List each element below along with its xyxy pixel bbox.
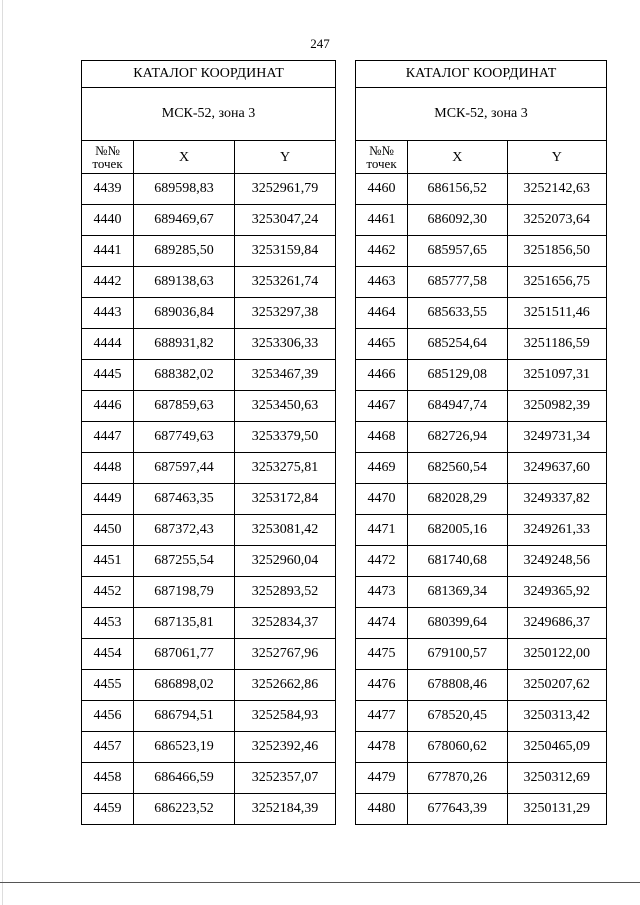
table-row: [82, 577, 336, 608]
table-row: [356, 794, 607, 825]
point-number-cell: 4450: [82, 515, 134, 546]
y-coordinate-cell: 3252357,07: [235, 763, 336, 794]
x-coordinate-cell: 689138,63: [134, 267, 235, 298]
point-number-cell: 4454: [82, 639, 134, 670]
x-coordinate-cell: 681369,34: [408, 577, 508, 608]
catalog-title: КАТАЛОГ КООРДИНАТ: [356, 61, 607, 88]
point-number-cell: 4452: [82, 577, 134, 608]
x-coordinate-cell: 677643,39: [408, 794, 508, 825]
left-table-body: [82, 174, 336, 825]
y-coordinate-cell: 3253261,74: [235, 267, 336, 298]
y-coordinate-cell: 3249365,92: [507, 577, 607, 608]
y-coordinate-cell: 3253297,38: [235, 298, 336, 329]
scan-edge-line: [2, 0, 3, 905]
table-row: [356, 236, 607, 267]
point-header-line2: точек: [92, 156, 123, 171]
y-coordinate-cell: 3252662,86: [235, 670, 336, 701]
table-row: [82, 453, 336, 484]
page-bottom-rule: [0, 882, 640, 883]
point-number-cell: 4440: [82, 205, 134, 236]
table-row: [356, 639, 607, 670]
point-number-cell: 4466: [356, 360, 408, 391]
coordinate-catalog-right: [355, 60, 607, 825]
table-row: [82, 608, 336, 639]
table-row: [82, 546, 336, 577]
table-row: [82, 329, 336, 360]
table-row: [356, 732, 607, 763]
table-row: [82, 794, 336, 825]
point-number-cell: 4456: [82, 701, 134, 732]
y-coordinate-cell: 3251656,75: [507, 267, 607, 298]
x-coordinate-cell: 686794,51: [134, 701, 235, 732]
table-row: [82, 236, 336, 267]
y-coordinate-cell: 3253467,39: [235, 360, 336, 391]
table-row: [356, 453, 607, 484]
y-coordinate-cell: 3253159,84: [235, 236, 336, 267]
x-coordinate-cell: 687597,44: [134, 453, 235, 484]
table-row: [356, 608, 607, 639]
y-coordinate-cell: 3250465,09: [507, 732, 607, 763]
table-row: [82, 205, 336, 236]
table-row: [356, 205, 607, 236]
x-coordinate-cell: 688382,02: [134, 360, 235, 391]
point-number-cell: 4471: [356, 515, 408, 546]
x-coordinate-cell: 682028,29: [408, 484, 508, 515]
y-coordinate-cell: 3249731,34: [507, 422, 607, 453]
table-row: [356, 391, 607, 422]
y-coordinate-cell: 3251097,31: [507, 360, 607, 391]
point-number-cell: 4448: [82, 453, 134, 484]
point-number-cell: 4477: [356, 701, 408, 732]
point-number-cell: 4463: [356, 267, 408, 298]
point-number-cell: 4475: [356, 639, 408, 670]
x-coordinate-cell: 682005,16: [408, 515, 508, 546]
y-coordinate-cell: 3251511,46: [507, 298, 607, 329]
table-row: [82, 484, 336, 515]
x-coordinate-cell: 687198,79: [134, 577, 235, 608]
x-coordinate-cell: 687061,77: [134, 639, 235, 670]
y-coordinate-cell: 3250122,00: [507, 639, 607, 670]
x-coordinate-cell: 685777,58: [408, 267, 508, 298]
x-coordinate-cell: 687749,63: [134, 422, 235, 453]
point-number-cell: 4474: [356, 608, 408, 639]
y-coordinate-cell: 3252392,46: [235, 732, 336, 763]
column-header-point: [356, 141, 408, 174]
x-coordinate-cell: 679100,57: [408, 639, 508, 670]
point-number-cell: 4478: [356, 732, 408, 763]
y-coordinate-cell: 3252834,37: [235, 608, 336, 639]
table-row: [356, 298, 607, 329]
x-coordinate-cell: 689036,84: [134, 298, 235, 329]
y-coordinate-cell: 3250131,29: [507, 794, 607, 825]
table-row: [82, 670, 336, 701]
y-coordinate-cell: 3252767,96: [235, 639, 336, 670]
x-coordinate-cell: 677870,26: [408, 763, 508, 794]
x-coordinate-cell: 685633,55: [408, 298, 508, 329]
table-row: [356, 360, 607, 391]
table-row: [82, 732, 336, 763]
column-header-y: Y: [235, 141, 336, 174]
column-header-y: Y: [507, 141, 607, 174]
x-coordinate-cell: 681740,68: [408, 546, 508, 577]
point-number-cell: 4465: [356, 329, 408, 360]
table-row: [356, 546, 607, 577]
point-number-cell: 4480: [356, 794, 408, 825]
x-coordinate-cell: 686523,19: [134, 732, 235, 763]
y-coordinate-cell: 3250313,42: [507, 701, 607, 732]
point-number-cell: 4442: [82, 267, 134, 298]
point-number-cell: 4446: [82, 391, 134, 422]
y-coordinate-cell: 3250312,69: [507, 763, 607, 794]
table-row: [356, 763, 607, 794]
x-coordinate-cell: 678808,46: [408, 670, 508, 701]
table-row: [356, 701, 607, 732]
coordinate-system: МСК-52, зона 3: [82, 88, 336, 141]
table-row: [82, 639, 336, 670]
x-coordinate-cell: 678060,62: [408, 732, 508, 763]
table-row: [356, 670, 607, 701]
x-coordinate-cell: 685957,65: [408, 236, 508, 267]
y-coordinate-cell: 3252142,63: [507, 174, 607, 205]
y-coordinate-cell: 3250207,62: [507, 670, 607, 701]
column-header-x: X: [134, 141, 235, 174]
point-number-cell: 4472: [356, 546, 408, 577]
point-header-line1: №№: [95, 143, 120, 158]
y-coordinate-cell: 3252893,52: [235, 577, 336, 608]
x-coordinate-cell: 684947,74: [408, 391, 508, 422]
table-row: [356, 329, 607, 360]
y-coordinate-cell: 3253306,33: [235, 329, 336, 360]
x-coordinate-cell: 682560,54: [408, 453, 508, 484]
point-number-cell: 4445: [82, 360, 134, 391]
table-row: [82, 267, 336, 298]
point-number-cell: 4460: [356, 174, 408, 205]
x-coordinate-cell: 689598,83: [134, 174, 235, 205]
point-number-cell: 4455: [82, 670, 134, 701]
point-number-cell: 4469: [356, 453, 408, 484]
table-row: [82, 763, 336, 794]
table-row: [82, 701, 336, 732]
x-coordinate-cell: 687859,63: [134, 391, 235, 422]
x-coordinate-cell: 685129,08: [408, 360, 508, 391]
y-coordinate-cell: 3252960,04: [235, 546, 336, 577]
x-coordinate-cell: 682726,94: [408, 422, 508, 453]
point-number-cell: 4441: [82, 236, 134, 267]
y-coordinate-cell: 3249337,82: [507, 484, 607, 515]
point-number-cell: 4470: [356, 484, 408, 515]
y-coordinate-cell: 3252961,79: [235, 174, 336, 205]
x-coordinate-cell: 686223,52: [134, 794, 235, 825]
point-header-line2: точек: [366, 156, 397, 171]
x-coordinate-cell: 678520,45: [408, 701, 508, 732]
point-number-cell: 4444: [82, 329, 134, 360]
table-row: [356, 484, 607, 515]
coordinate-system: МСК-52, зона 3: [356, 88, 607, 141]
table-row: [356, 267, 607, 298]
column-header-point: [82, 141, 134, 174]
point-number-cell: 4453: [82, 608, 134, 639]
point-number-cell: 4451: [82, 546, 134, 577]
table-row: [356, 577, 607, 608]
table-row: [82, 174, 336, 205]
y-coordinate-cell: 3252184,39: [235, 794, 336, 825]
y-coordinate-cell: 3249637,60: [507, 453, 607, 484]
catalog-title: КАТАЛОГ КООРДИНАТ: [82, 61, 336, 88]
x-coordinate-cell: 689469,67: [134, 205, 235, 236]
x-coordinate-cell: 686898,02: [134, 670, 235, 701]
table-row: [82, 391, 336, 422]
point-number-cell: 4464: [356, 298, 408, 329]
point-number-cell: 4458: [82, 763, 134, 794]
point-number-cell: 4467: [356, 391, 408, 422]
x-coordinate-cell: 680399,64: [408, 608, 508, 639]
right-table-body: [356, 174, 607, 825]
y-coordinate-cell: 3251186,59: [507, 329, 607, 360]
x-coordinate-cell: 687255,54: [134, 546, 235, 577]
y-coordinate-cell: 3252584,93: [235, 701, 336, 732]
point-number-cell: 4449: [82, 484, 134, 515]
column-header-x: X: [408, 141, 508, 174]
x-coordinate-cell: 686156,52: [408, 174, 508, 205]
y-coordinate-cell: 3253081,42: [235, 515, 336, 546]
y-coordinate-cell: 3253450,63: [235, 391, 336, 422]
point-number-cell: 4479: [356, 763, 408, 794]
y-coordinate-cell: 3253047,24: [235, 205, 336, 236]
table-row: [82, 360, 336, 391]
x-coordinate-cell: 687372,43: [134, 515, 235, 546]
table-row: [356, 174, 607, 205]
y-coordinate-cell: 3249261,33: [507, 515, 607, 546]
table-row: [82, 515, 336, 546]
point-number-cell: 4459: [82, 794, 134, 825]
point-number-cell: 4476: [356, 670, 408, 701]
table-row: [356, 422, 607, 453]
table-row: [356, 515, 607, 546]
y-coordinate-cell: 3250982,39: [507, 391, 607, 422]
point-number-cell: 4439: [82, 174, 134, 205]
y-coordinate-cell: 3251856,50: [507, 236, 607, 267]
y-coordinate-cell: 3253275,81: [235, 453, 336, 484]
point-number-cell: 4457: [82, 732, 134, 763]
point-number-cell: 4473: [356, 577, 408, 608]
y-coordinate-cell: 3253379,50: [235, 422, 336, 453]
point-number-cell: 4461: [356, 205, 408, 236]
x-coordinate-cell: 688931,82: [134, 329, 235, 360]
y-coordinate-cell: 3249248,56: [507, 546, 607, 577]
point-number-cell: 4462: [356, 236, 408, 267]
page-number: 247: [310, 36, 330, 51]
point-number-cell: 4443: [82, 298, 134, 329]
coordinate-catalog-left: [81, 60, 336, 825]
y-coordinate-cell: 3253172,84: [235, 484, 336, 515]
x-coordinate-cell: 687135,81: [134, 608, 235, 639]
y-coordinate-cell: 3252073,64: [507, 205, 607, 236]
table-row: [82, 298, 336, 329]
point-number-cell: 4447: [82, 422, 134, 453]
table-row: [82, 422, 336, 453]
x-coordinate-cell: 687463,35: [134, 484, 235, 515]
x-coordinate-cell: 686466,59: [134, 763, 235, 794]
x-coordinate-cell: 686092,30: [408, 205, 508, 236]
x-coordinate-cell: 685254,64: [408, 329, 508, 360]
y-coordinate-cell: 3249686,37: [507, 608, 607, 639]
point-header-line1: №№: [369, 143, 394, 158]
point-number-cell: 4468: [356, 422, 408, 453]
x-coordinate-cell: 689285,50: [134, 236, 235, 267]
